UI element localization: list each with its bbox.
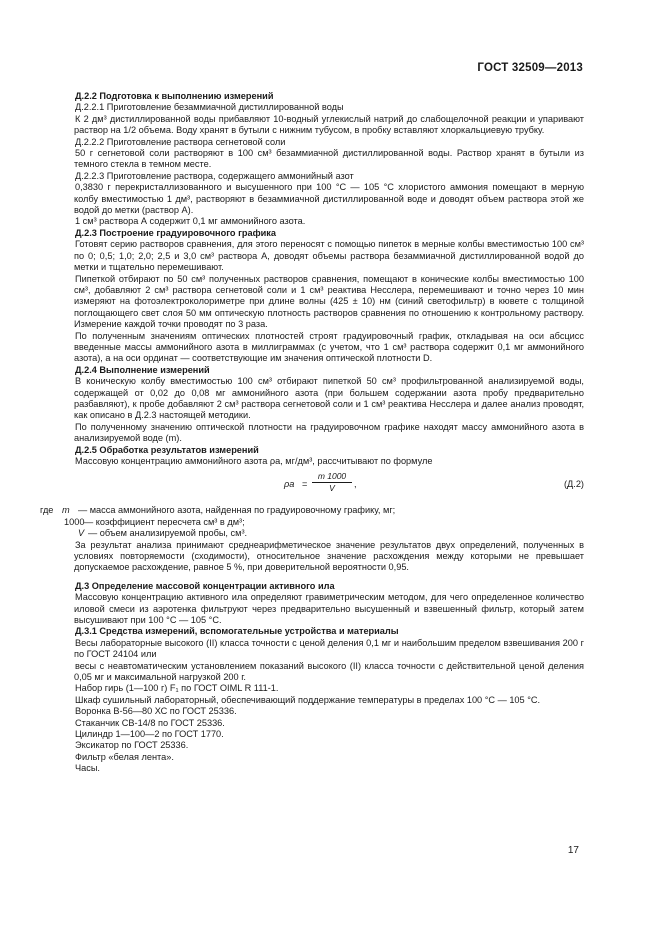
paragraph: Цилиндр 1—100—2 по ГОСТ 1770. [75, 729, 224, 740]
section-heading: Д.3 Определение массовой концентрации активного ила [75, 580, 335, 591]
section-heading: Д.2.4 Выполнение измерений [75, 364, 210, 375]
legend-row [40, 505, 584, 516]
paragraph: Д.2.2.3 Приготовление раствора, содержащего аммонийный азот [75, 170, 354, 181]
paragraph: Массовую концентрацию аммонийного азота ρа, мг/дм³, рассчитывают по формуле [75, 456, 433, 466]
paragraph: Стаканчик СВ-14/8 по ГОСТ 25336. [75, 717, 225, 728]
paragraph: Фильтр «белая лента». [75, 751, 174, 762]
formula-d2 [74, 471, 584, 499]
document-number: ГОСТ 32509—2013 [477, 62, 583, 74]
section-heading: Д.2.5 Обработка результатов измерений [75, 444, 259, 455]
formula-number: (Д.2) [563, 479, 584, 490]
formula-legend [40, 505, 584, 539]
formula-fraction [312, 471, 352, 494]
paragraph: Эксикатор по ГОСТ 25336. [75, 740, 189, 751]
paragraph: Шкаф сушильный лабораторный, обеспечивающий поддержание температуры в пределах 100 °С — 105 °С. [75, 694, 541, 705]
paragraph: Д.2.2.1 Приготовление безаммиачной дистиллированной воды [75, 102, 344, 113]
legend-row [64, 516, 584, 528]
paragraph: За результат анализа принимают среднеарифметическое значение результатов двух определений, полученных в условиях повторяемости (сходимости), относительное значение расхождения между которыми не превышает допускаемое расхождение, равное 5 %, при доверительной вероятности 0,95. [74, 539, 584, 573]
formula-comma: , [354, 479, 357, 490]
section-d3 [74, 540, 584, 775]
paragraph: Готовят серию растворов сравнения, для этого переносят с помощью пипеток в мерные колбы вместимостью 100 см³ по 0; 0,5; 1,0; 2,0; 2,5 и 3,0 см³ раствора А, доводят объемы раствора безаммиачной дистиллированной водой до метки и тщательно перемешивают. [74, 239, 584, 273]
legend-symbol: V [78, 528, 85, 539]
paragraph: 0,3830 г перекристаллизованного и высушенного при 100 °С — 105 °С хлористого аммония помещают в мерную колбу вместимостью 1 дм³, растворяют в безаммиачной дистиллированной воде и доводят объем раствора этой же водой до метки (раствор А). [74, 182, 584, 216]
paragraph: Весы лабораторные высокого (II) класса точности с ценой деления 0,1 мг и наибольшим пределом взвешивания 200 г по ГОСТ 24104 или [74, 637, 584, 660]
paragraph: Пипеткой отбирают по 50 см³ полученных растворов сравнения, помещают в конические колбы вместимостью 100 см³, добавляют 2 см³ раствора сегнетовой соли и 1 см³ реактива Несслера, перемешивают и точно через 10 мин измеряют на фотоэлектроколориметре при длине волны (425 ± 10) нм (синий светофильтр) в кювете с толщиной поглощающего свет слоя 50 мм оптическую плотность растворов сравнения по отношению к контрольному раствору. Измерение каждой точки проводят по 3 раза. [74, 273, 584, 330]
formula-numerator: m 1000 [312, 471, 352, 483]
paragraph: Часы. [75, 763, 100, 774]
paragraph: весы с неавтоматическим установлением показаний высокого (II) класса точности с действительной ценой деления 0,05 мг и максимальной нагрузкой 200 г. [74, 660, 584, 683]
paragraph: По полученным значениям оптических плотностей строят градуировочный график, откладывая на оси абсцисс введенные массы аммонийного азота в миллиграммах (с учетом, что 1 см³ раствора содержит 0,1 мг аммонийного азота), а на оси ординат — соответствующие им значения оптической плотности D. [74, 330, 584, 364]
legend-symbol: m [62, 505, 70, 516]
legend-where: где [40, 505, 54, 516]
paragraph: По полученному значению оптической плотности на градуировочном графике находят массу аммонийного азота в анализируемой воде (m). [74, 421, 584, 444]
legend-row [74, 528, 584, 539]
paragraph: К 2 дм³ дистиллированной воды прибавляют 10-водный углекислый натрий до слабощелочной реакции и упаривают раствор на 1/2 объема. Воду хранят в бутыли с нижним тубусом, в пробку вставляют хлоркальциевую трубку. [74, 113, 584, 136]
page-number: 17 [567, 845, 579, 856]
section-heading: Д.2.3 Построение градуировочного графика [75, 227, 277, 238]
legend-text: — коэффициент пересчета см³ в дм³; [84, 516, 245, 527]
legend-symbol: 1000 [64, 516, 85, 527]
legend-text: — объем анализируемой пробы, см³. [88, 528, 248, 539]
paragraph: В коническую колбу вместимостью 100 см³ отбирают пипеткой 50 см³ профильтрованной анализируемой воды, содержащей от 0,02 до 0,08 мг аммонийного азота (при большем содержании азота пробу предварительно разбавляют), к пробе добавляют 2 см³ раствора сегнетовой соли и 1 см³ реактива Несслера и далее анализ проводят, как описано в Д.2.3 настоящей методики. [74, 376, 584, 421]
paragraph: 1 см³ раствора А содержит 0,1 мг аммонийного азота. [75, 216, 306, 227]
paragraph: Воронка В-56—80 ХС по ГОСТ 25336. [75, 706, 237, 717]
paragraph: Набор гирь (1—100 г) F₁ по ГОСТ OIML R 111-1. [75, 683, 279, 694]
formula-lhs: ρа [284, 479, 295, 490]
section-heading: Д.2.2 Подготовка к выполнению измерений [75, 91, 274, 101]
paragraph: Массовую концентрацию активного ила определяют гравиметрическим методом, для чего определенное количество иловой смеси из аэротенка фильтруют через предварительно высушенный и взвешенный фильтр, который затем высушивают при 100 °С — 105 °С. [74, 592, 584, 626]
formula-equals: = [302, 479, 308, 490]
legend-text: — масса аммонийного азота, найденная по градуировочному графику, мг; [78, 505, 396, 516]
paragraph: Д.2.2.2 Приготовление раствора сегнетовой соли [75, 136, 286, 147]
formula-denominator: V [329, 483, 335, 494]
section-d22-d25 [74, 91, 584, 467]
page-body [40, 91, 584, 775]
section-heading: Д.3.1 Средства измерений, вспомогательные устройства и материалы [75, 626, 399, 637]
paragraph: 50 г сегнетовой соли растворяют в 100 см³ безаммиачной дистиллированной воды. Раствор хранят в бутыли из темного стекла в темном месте. [74, 148, 584, 170]
